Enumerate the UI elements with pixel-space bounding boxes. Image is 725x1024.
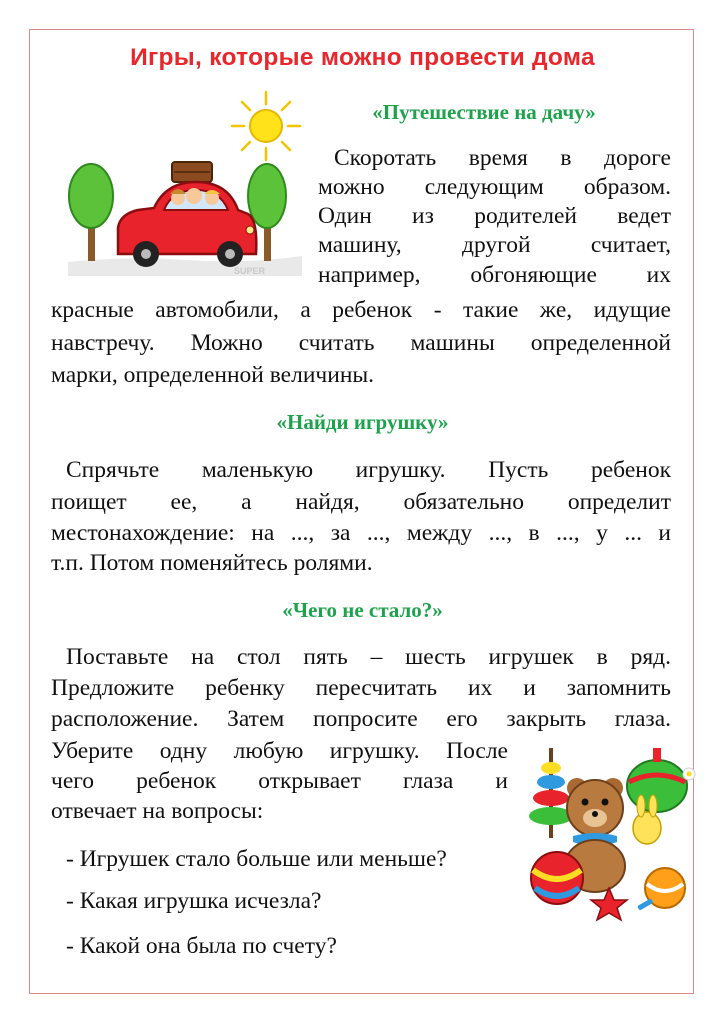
text-line: красные автомобили, а ребенок - такие же, идущие [51,297,671,323]
text-line: например, обгоняющие их [318,262,671,288]
text-line: расположение. Затем попросите его закрыть глаза. [51,706,671,732]
ring-pyramid-toy [529,748,573,838]
text-line: местонахождение: на ..., за ..., между ..., в ..., у ... и [51,520,671,546]
text-line: навстречу. Можно считать машины определенной [51,330,671,356]
question-line: - Игрушек стало больше или меньше? [66,846,447,872]
toys-illustration [517,738,697,922]
text-line: Скоротать время в дороге [334,145,671,171]
game-title-trip: «Путешествие на дачу» [372,100,596,124]
text-line: Предложите ребенку пересчитать их и запомнить [51,675,671,701]
game-title-find-toy: «Найди игрушку» [276,410,449,434]
rattle-toy [637,868,685,911]
text-line: можно следующим образом. [318,174,671,200]
text-line: отвечает на вопросы: [51,798,264,824]
game-title-whats-missing: «Чего не стало?» [282,598,443,622]
text-line: чего ребенок открывает глаза и [51,768,508,794]
text-line: марки, определенной величины. [51,362,375,388]
text-line: Один из родителей ведет [318,203,671,229]
text-line: машину, другой считает, [318,232,671,258]
tree-left [69,164,113,261]
text-line: поищет ее, а найдя, обязательно определит [51,489,671,515]
ball-toy [531,852,583,904]
text-line: Уберите одну любую игрушку. После [51,738,508,764]
image-caption: SUPER [234,266,266,276]
question-line: - Какой она была по счету? [66,933,337,959]
sun-icon [232,92,300,160]
red-car [118,182,256,267]
car-trip-illustration [66,86,306,286]
page-title: Игры, которые можно провести дома [130,44,595,71]
text-line: Спрячьте маленькую игрушку. Пусть ребенок [66,457,671,483]
flower-icon [683,768,695,780]
text-line: Поставьте на стол пять – шесть игрушек в ряд. [66,644,671,670]
text-line: т.п. Потом поменяйтесь ролями. [51,550,373,576]
question-line: - Какая игрушка исчезла? [66,888,322,914]
